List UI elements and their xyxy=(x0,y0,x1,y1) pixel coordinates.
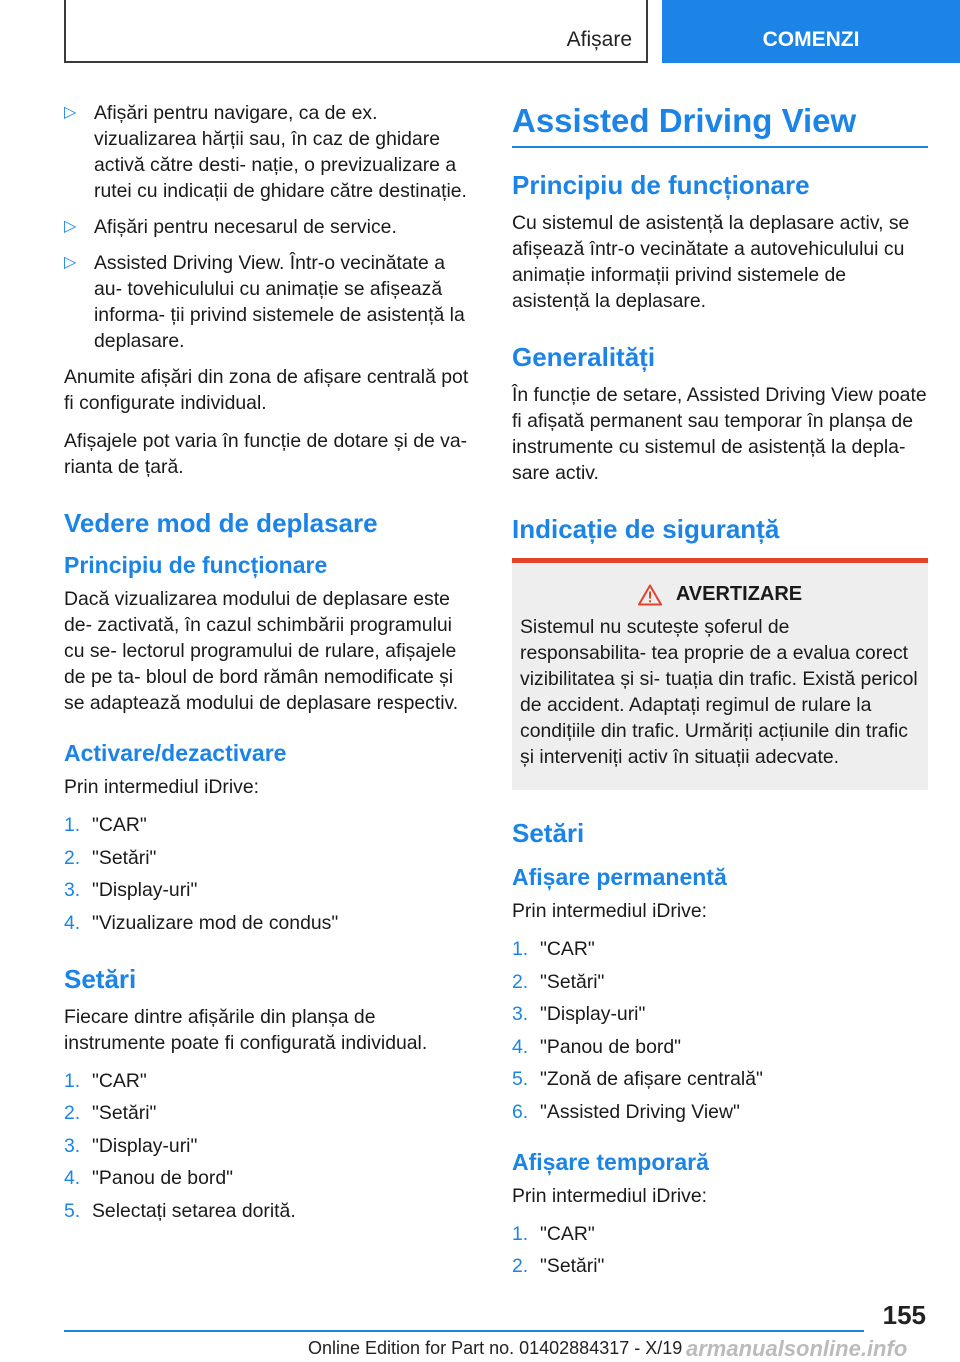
heading-assisted-driving-view: Assisted Driving View xyxy=(512,102,857,139)
page-number: 155 xyxy=(882,1300,926,1330)
left-column xyxy=(64,100,476,1236)
heading-settings: Setări xyxy=(64,963,137,994)
list-item: 2. "Setări" xyxy=(64,1102,157,1124)
list-item: 2. "Setări" xyxy=(512,970,605,993)
steps-temporary xyxy=(512,1221,928,1280)
list-item: 6. "Assisted Driving View" xyxy=(512,1100,740,1123)
paragraph: Prin intermediul iDrive: xyxy=(512,1184,708,1207)
list-item: 1. "CAR" xyxy=(64,814,147,836)
bullet-item: ▷ Afișări pentru navigare, ca de ex. vizualizarea hărții sau, în caz de ghidare activă către desti- nație, o previzualizare a rutei cu indicații de ghidare către destinație. xyxy=(64,102,467,202)
heading-temporary: Afișare temporară xyxy=(512,1148,709,1175)
list-item: 3. "Display-uri" xyxy=(512,1003,646,1025)
heading-permanent: Afișare permanentă xyxy=(512,864,727,890)
heading-principle: Principiu de funcționare xyxy=(512,170,810,200)
list-item: 5. "Zonă de afișare centrală" xyxy=(512,1068,763,1090)
list-item: 1. "CAR" xyxy=(512,938,595,960)
paragraph: Afișajele pot varia în funcție de dotare și de va- rianta de țară. xyxy=(64,430,468,478)
paragraph: Anumite afișări din zona de afișare centrală pot fi configurate individual. xyxy=(64,366,469,414)
bullet-item: ▷ Assisted Driving View. Într-o vecinătate a au- tovehiculului cu animație se afișează informa- ții privind sistemele de asistență la deplasare. xyxy=(64,252,465,352)
list-item: 3. "Display-uri" xyxy=(64,1134,198,1157)
footer-rule xyxy=(64,1330,864,1332)
list-item: 3. "Display-uri" xyxy=(64,879,198,901)
steps-permanent xyxy=(512,936,928,1125)
paragraph: Prin intermediul iDrive: xyxy=(64,776,260,798)
bullet-item: ▷ Afișări pentru necesarul de service. xyxy=(64,216,397,238)
warning-box xyxy=(512,558,928,790)
list-item: 4. "Vizualizare mod de condus" xyxy=(64,911,339,934)
heading-general: Generalități xyxy=(512,342,656,372)
heading-activation: Activare/dezactivare xyxy=(64,740,287,766)
heading-rule xyxy=(512,146,928,148)
steps-settings xyxy=(64,1068,476,1224)
paragraph: În funcție de setare, Assisted Driving View poate fi afișată permanent sau temporar în planșa de instrumente cu sistemul de asistență la depla- sare activ. xyxy=(512,384,927,484)
header-tab-comenzi[interactable]: COMENZI xyxy=(662,0,960,63)
triangle-bullet-icon: ▷ xyxy=(64,254,77,271)
footer-edition: Online Edition for Part no. 01402884317 - X/19 xyxy=(308,1338,683,1358)
header-section-title: Afișare xyxy=(566,28,632,51)
list-item: 1. "CAR" xyxy=(64,1069,147,1092)
steps-activation xyxy=(64,812,476,936)
heading-principle: Principiu de funcționare xyxy=(64,552,328,578)
list-item: 2. "Setări" xyxy=(512,1255,605,1277)
heading-settings: Setări xyxy=(512,818,585,848)
heading-safety: Indicație de siguranță xyxy=(512,514,780,544)
list-item: 5. Selectați setarea dorită. xyxy=(64,1199,296,1222)
footer-watermark: armanualsonline.info xyxy=(686,1336,908,1361)
list-item: 2. "Setări" xyxy=(64,846,157,869)
list-item: 4. "Panou de bord" xyxy=(512,1035,681,1058)
paragraph: Dacă vizualizarea modului de deplasare este de- zactivată, în cazul schimbării programului cu se- lectorul programului de rulare, afișajele de pe ta- bloul de bord rămân nemodificate și se adaptează modului de deplasare respectiv. xyxy=(64,588,459,714)
list-item: 1. "CAR" xyxy=(512,1222,595,1245)
triangle-bullet-icon: ▷ xyxy=(64,104,77,121)
triangle-bullet-icon: ▷ xyxy=(64,218,77,235)
right-column xyxy=(512,100,928,1291)
header-section-box xyxy=(64,0,648,63)
warning-text: Sistemul nu scutește șoferul de responsabilita- tea proprie de a evalua corect vizibilitatea și si- tuația din trafic. Există pericol de accident. Adaptați regimul de rulare la condițiile din trafic. Urmăriți acțiunile din trafic și interveniți activ în situații adecvate. xyxy=(520,616,918,768)
paragraph: Cu sistemul de asistență la deplasare activ, se afișează într-o vecinătate a autovehiculului cu animație informații privind sistemele de asistență la deplasare. xyxy=(512,212,910,312)
paragraph: Fiecare dintre afișările din planșa de instrumente poate fi configurată individual. xyxy=(64,1005,428,1054)
heading-drive-mode: Vedere mod de deplasare xyxy=(64,508,378,538)
paragraph: Prin intermediul iDrive: xyxy=(512,900,708,922)
warning-title: AVERTIZARE xyxy=(520,583,920,606)
list-item: 4. "Panou de bord" xyxy=(64,1167,233,1189)
warning-triangle-icon xyxy=(638,584,662,606)
